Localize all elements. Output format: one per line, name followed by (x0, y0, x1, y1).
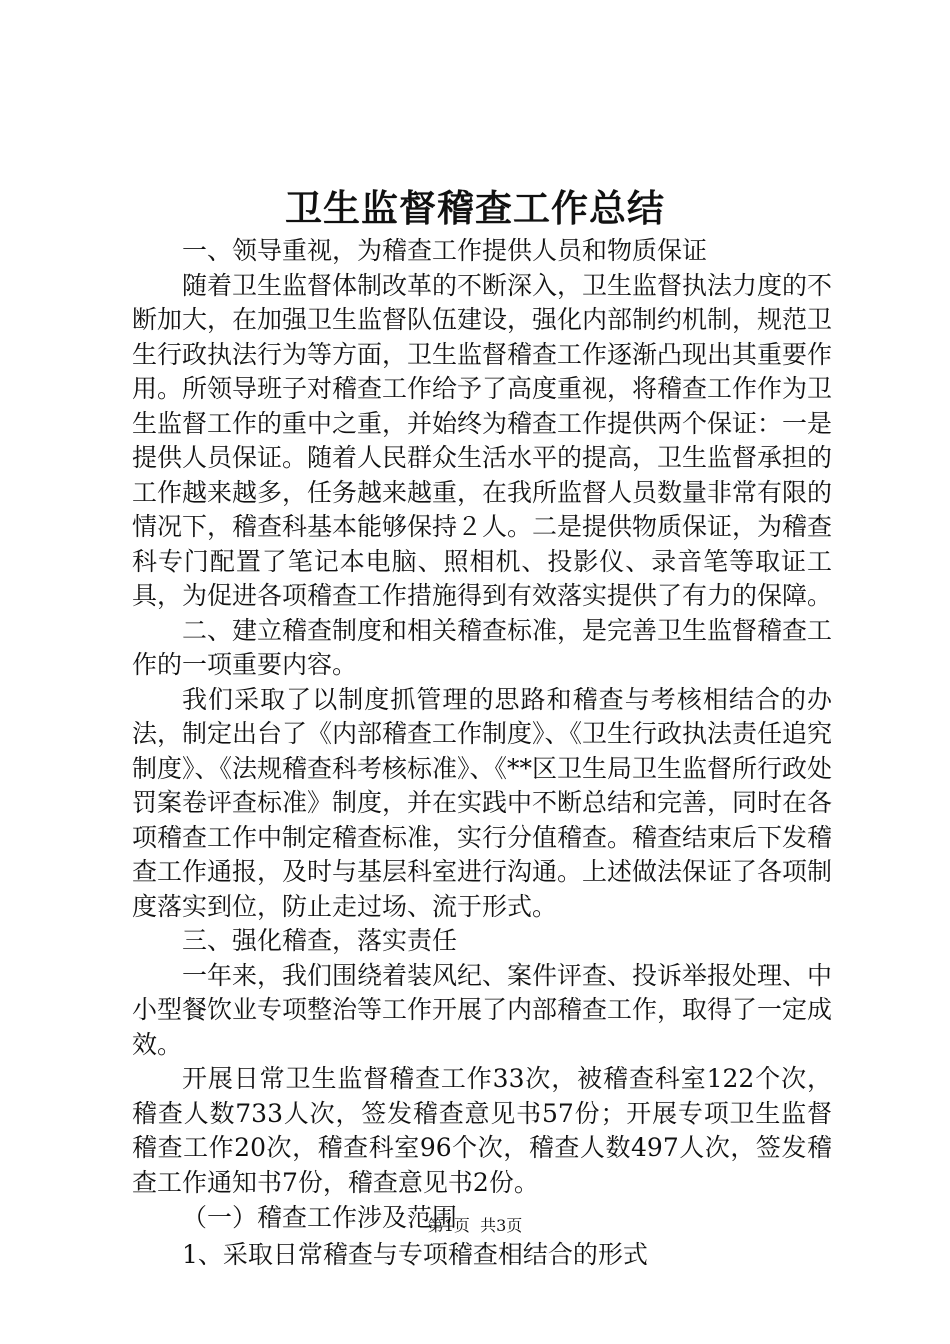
paragraph-system: 我们采取了以制度抓管理的思路和稽查与考核相结合的办法，制定出台了《内部稽查工作制度》、《卫生行政执法责任追究制度》、《法规稽查科考核标准》、《**区卫生局卫生监督所行政处罚案卷评查标准》制度，并在实践中不断总结和完善，同时在各项稽查工作中制定稽查标准，实行分值稽查。稽查结束后下发稽查工作通报，及时与基层科室进行沟通。上述做法保证了各项制度落实到位，防止走过场、流于形式。 (132, 684, 833, 921)
document-body (132, 234, 832, 1274)
list-item-form: 1、采取日常稽查与专项稽查相结合的形式 (182, 1240, 648, 1269)
paragraph-statistics: 开展日常卫生监督稽查工作33次，被稽查科室122个次，稽查人数733人次，签发稽查意见书57份；开展专项卫生监督稽查工作20次，稽查科室96个次，稽查人数497人次，签发稽查工作通知书7份，稽查意见书2份。 (132, 1064, 832, 1197)
section-heading-1: 一、领导重视，为稽查工作提供人员和物质保证 (182, 236, 708, 265)
section-heading-2: 二、建立稽查制度和相关稽查标准，是完善卫生监督稽查工作的一项重要内容。 (132, 615, 833, 679)
page-number-label: 第1页 共3页 (427, 1216, 523, 1235)
subheading-scope: （一）稽查工作涉及范围 (182, 1203, 458, 1232)
paragraph-year-summary: 一年来，我们围绕着装风纪、案件评查、投诉举报处理、中小型餐饮业专项整治等工作开展了内部稽查工作，取得了一定成效。 (132, 960, 833, 1059)
document-title: 卫生监督稽查工作总结 (285, 186, 665, 230)
page-footer (0, 1214, 950, 1238)
section-heading-3: 三、强化稽查，落实责任 (182, 926, 458, 955)
paragraph-leadership: 随着卫生监督体制改革的不断深入，卫生监督执法力度的不断加大，在加强卫生监督队伍建设，强化内部制约机制，规范卫生行政执法行为等方面，卫生监督稽查工作逐渐凸现出其重要作用。所领导班子对稽查工作给予了高度重视，将稽查工作作为卫生监督工作的重中之重，并始终为稽查工作提供两个保证：一是提供人员保证。随着人民群众生活水平的提高，卫生监督承担的工作越来越多，任务越来越重，在我所监督人员数量非常有限的情况下，稽查科基本能够保持２人。二是提供物质保证，为稽查科专门配置了笔记本电脑、照相机、投影仪、录音笔等取证工具，为促进各项稽查工作措施得到有效落实提供了有力的保障。 (132, 270, 833, 610)
